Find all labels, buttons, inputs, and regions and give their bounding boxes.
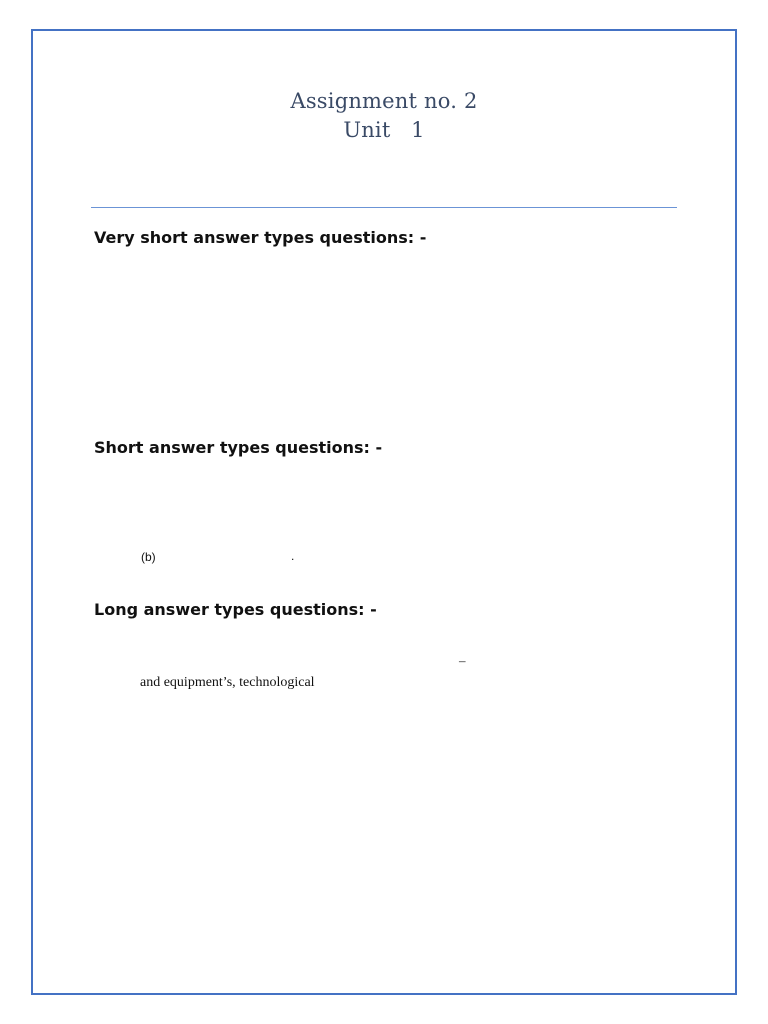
assignment-title: Assignment no. 2 xyxy=(290,89,478,113)
long-question-dash: – xyxy=(459,653,466,668)
long-question-text: and equipment’s, technological xyxy=(140,675,315,690)
very-short-questions-heading: Very short answer types questions: - xyxy=(94,228,427,247)
question-b-label: (b) xyxy=(141,550,156,564)
question-b-period: . xyxy=(291,549,295,563)
short-questions-heading: Short answer types questions: - xyxy=(94,438,383,457)
long-questions-heading: Long answer types questions: - xyxy=(94,600,377,619)
horizontal-divider xyxy=(91,207,677,208)
document-page xyxy=(31,29,737,995)
unit-title: Unit 1 xyxy=(343,118,425,142)
